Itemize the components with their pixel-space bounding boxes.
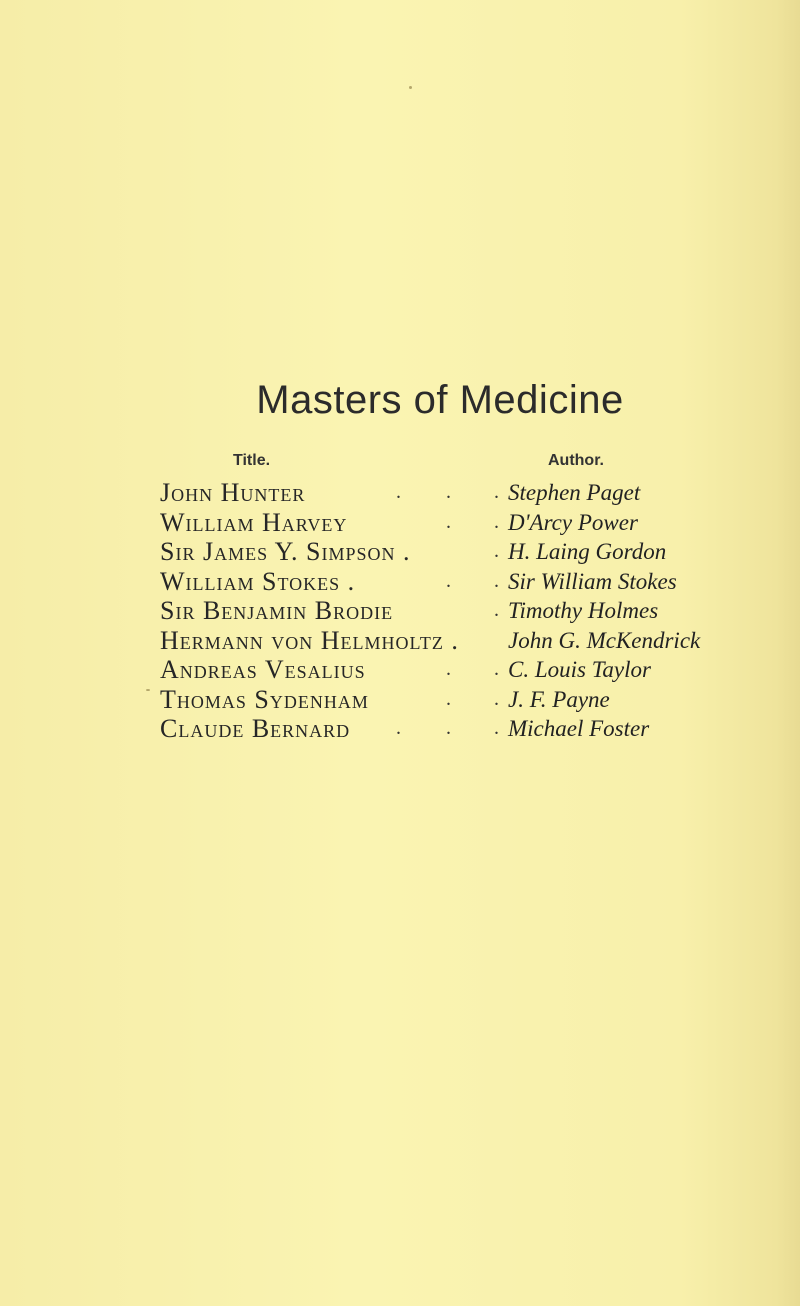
list-item xyxy=(160,537,800,567)
entry-author: Sir William Stokes xyxy=(508,568,677,594)
entry-author: Timothy Holmes xyxy=(508,598,659,623)
leader-dot: . xyxy=(446,510,451,533)
series-list xyxy=(160,478,800,744)
entry-author: John G. McKendrick xyxy=(508,627,701,653)
leader-dot: . xyxy=(446,569,451,592)
entry-title: Sir James Y. Simpson . xyxy=(160,537,411,566)
list-item xyxy=(160,596,800,626)
entry-title: Sir Benjamin Brodie xyxy=(160,596,394,625)
entry-author: C. Louis Taylor xyxy=(508,657,651,682)
leader-dot: . xyxy=(494,540,499,562)
entry-title: William Stokes . xyxy=(160,566,356,596)
list-item xyxy=(160,655,800,685)
entry-title: John Hunter xyxy=(160,478,306,507)
leader-dot: . xyxy=(494,717,499,739)
entry-title: Andreas Vesalius xyxy=(160,655,366,684)
entry-title: Hermann von Helmholtz . xyxy=(160,625,459,655)
entry-author: J. F. Payne xyxy=(508,686,610,712)
column-header-title: Title. xyxy=(233,452,271,469)
leader-dot: . xyxy=(396,481,401,503)
leader-dot: . xyxy=(494,481,499,503)
list-item xyxy=(160,685,800,715)
entry-title: William Harvey xyxy=(160,507,348,537)
entry-title: Thomas Sydenham xyxy=(160,684,369,714)
list-item xyxy=(160,508,800,538)
leader-dot: . xyxy=(494,510,499,533)
leader-dot: . xyxy=(494,687,499,710)
paper-speck xyxy=(146,689,150,691)
entry-author: Stephen Paget xyxy=(508,480,641,505)
leader-dot: . xyxy=(494,599,499,621)
list-item xyxy=(160,714,800,744)
entry-author: D'Arcy Power xyxy=(508,509,638,535)
leader-dot: . xyxy=(446,687,451,710)
list-item xyxy=(160,478,800,508)
leader-dot: . xyxy=(494,569,499,592)
leader-dot: . xyxy=(446,658,451,680)
list-item xyxy=(160,626,800,656)
leader-dot: . xyxy=(446,481,451,503)
list-item xyxy=(160,567,800,597)
entry-title: Claude Bernard xyxy=(160,714,351,743)
entry-author: H. Laing Gordon xyxy=(508,539,667,564)
paper-speck xyxy=(409,86,412,89)
leader-dot: . xyxy=(494,658,499,680)
entry-author: Michael Foster xyxy=(508,716,650,741)
column-header-author: Author. xyxy=(548,452,604,469)
leader-dot: . xyxy=(396,717,401,739)
page-title: Masters of Medicine xyxy=(256,378,624,422)
leader-dot: . xyxy=(446,717,451,739)
